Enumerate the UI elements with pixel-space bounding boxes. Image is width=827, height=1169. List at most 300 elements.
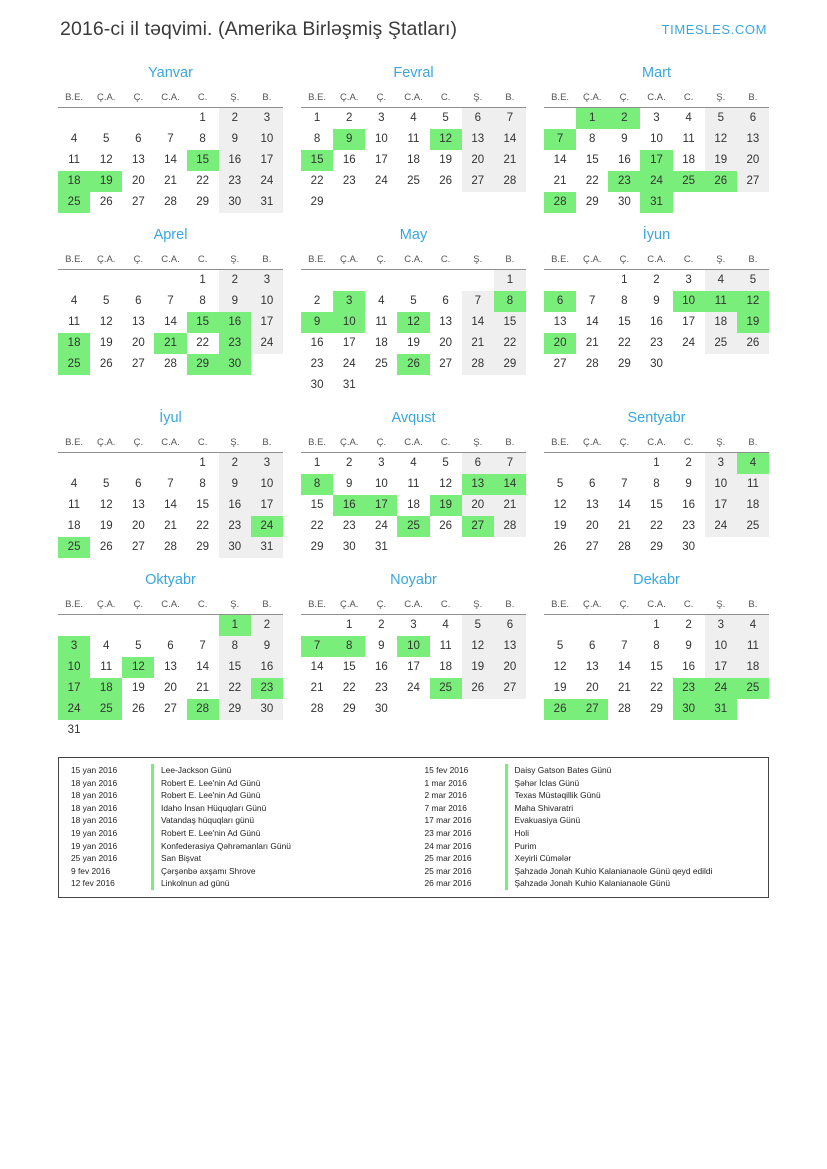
day-cell xyxy=(737,516,769,537)
week-row xyxy=(58,270,283,292)
day-cell xyxy=(333,150,365,171)
day-number: 7 xyxy=(494,108,526,129)
day-cell-empty xyxy=(219,720,251,741)
day-cell xyxy=(333,615,365,637)
day-number: 25 xyxy=(58,354,90,375)
weekday-header: Ş. xyxy=(219,90,251,108)
day-cell xyxy=(673,333,705,354)
day-number: 25 xyxy=(407,175,420,187)
day-cell xyxy=(58,537,90,558)
day-number: 3 xyxy=(653,112,660,124)
day-cell xyxy=(154,474,186,495)
week-row xyxy=(58,516,283,537)
day-cell xyxy=(494,312,526,333)
day-cell xyxy=(219,291,251,312)
day-cell xyxy=(544,474,576,495)
day-number: 6 xyxy=(544,291,576,312)
weekday-header: Ç. xyxy=(122,435,154,453)
weekday-header: Ç.A. xyxy=(90,597,122,615)
weekday-header: C. xyxy=(430,597,462,615)
day-number: 23 xyxy=(342,520,356,532)
day-cell xyxy=(737,474,769,495)
week-row xyxy=(301,171,526,192)
day-cell xyxy=(737,129,769,150)
day-cell xyxy=(640,495,672,516)
day-number: 30 xyxy=(342,541,356,553)
week-row xyxy=(58,108,283,130)
day-cell xyxy=(397,354,429,375)
day-cell-empty xyxy=(397,699,429,720)
day-cell xyxy=(705,657,737,678)
day-number: 26 xyxy=(99,541,113,553)
week-row xyxy=(544,474,769,495)
day-cell-empty xyxy=(122,720,154,741)
day-cell xyxy=(333,699,365,720)
week-row xyxy=(58,291,283,312)
holiday-row xyxy=(67,777,407,790)
day-number: 3 xyxy=(251,270,283,291)
day-number: 20 xyxy=(439,337,453,349)
week-row xyxy=(58,699,283,720)
weekday-header: Ş. xyxy=(705,597,737,615)
brand-label: TIMESLES.COM xyxy=(661,22,767,37)
months-grid xyxy=(0,41,827,741)
holiday-row xyxy=(421,764,761,777)
day-number: 23 xyxy=(608,171,640,192)
day-number: 31 xyxy=(342,379,356,391)
day-number: 22 xyxy=(585,175,599,187)
weekday-header: C. xyxy=(673,252,705,270)
day-number: 18 xyxy=(682,154,696,166)
day-cell xyxy=(544,150,576,171)
day-cell xyxy=(737,291,769,312)
day-number: 4 xyxy=(685,112,692,124)
weekday-header: Ş. xyxy=(462,597,494,615)
month-table xyxy=(58,597,283,741)
weekday-header: Ç. xyxy=(365,597,397,615)
day-cell xyxy=(219,636,251,657)
day-cell xyxy=(301,192,333,213)
day-cell xyxy=(737,171,769,192)
day-cell xyxy=(251,678,283,699)
day-number: 29 xyxy=(310,196,324,208)
week-row xyxy=(544,453,769,475)
holiday-name: Linkolnun ad günü xyxy=(161,878,230,889)
holiday-row xyxy=(421,827,761,840)
day-cell xyxy=(301,516,333,537)
day-number: 13 xyxy=(462,129,494,150)
weekday-header: C. xyxy=(673,90,705,108)
month-table xyxy=(301,90,526,213)
day-number: 25 xyxy=(430,678,462,699)
weekday-header: C. xyxy=(187,90,219,108)
day-number: 14 xyxy=(553,154,567,166)
day-number: 6 xyxy=(462,453,494,474)
day-number: 5 xyxy=(556,640,564,652)
day-cell xyxy=(154,150,186,171)
day-cell xyxy=(365,333,397,354)
weekday-header: B. xyxy=(251,435,283,453)
day-cell xyxy=(122,150,154,171)
month-block xyxy=(544,396,769,558)
day-number: 18 xyxy=(58,333,90,354)
day-cell xyxy=(397,657,429,678)
day-cell-empty xyxy=(58,270,90,292)
day-cell xyxy=(640,615,672,637)
day-cell xyxy=(462,108,494,130)
day-number: 3 xyxy=(705,615,737,636)
day-cell xyxy=(187,333,219,354)
day-number: 22 xyxy=(196,520,210,532)
day-cell xyxy=(365,171,397,192)
day-cell xyxy=(90,171,122,192)
weekday-header: C.A. xyxy=(154,90,186,108)
day-cell-empty xyxy=(251,720,283,741)
day-cell xyxy=(122,699,154,720)
day-number: 28 xyxy=(585,358,599,370)
weekday-header: C.A. xyxy=(397,252,429,270)
weekday-header: C.A. xyxy=(154,597,186,615)
day-number: 20 xyxy=(544,333,576,354)
weekday-header: C. xyxy=(187,597,219,615)
day-number: 26 xyxy=(737,333,769,354)
day-cell xyxy=(365,312,397,333)
day-cell xyxy=(365,129,397,150)
day-number: 21 xyxy=(617,682,631,694)
holiday-row xyxy=(67,802,407,815)
day-number: 20 xyxy=(585,682,599,694)
day-cell xyxy=(640,312,672,333)
day-cell xyxy=(576,150,608,171)
day-number: 6 xyxy=(135,133,142,145)
day-number: 28 xyxy=(617,541,631,553)
day-number: 25 xyxy=(374,358,388,370)
holiday-date: 25 mar 2016 xyxy=(424,853,472,864)
day-cell xyxy=(365,657,397,678)
day-number: 16 xyxy=(219,150,251,171)
day-cell xyxy=(154,699,186,720)
day-number: 11 xyxy=(705,291,737,312)
weekday-header: Ş. xyxy=(462,90,494,108)
day-number: 23 xyxy=(310,358,324,370)
holiday-row xyxy=(67,852,407,865)
day-cell xyxy=(187,678,219,699)
week-row xyxy=(544,354,769,375)
week-row xyxy=(301,453,526,475)
day-number: 19 xyxy=(462,657,494,678)
day-number: 12 xyxy=(397,312,429,333)
day-number: 26 xyxy=(99,358,113,370)
day-cell xyxy=(301,699,333,720)
day-cell xyxy=(494,657,526,678)
day-cell-empty xyxy=(494,699,526,720)
holiday-color-bar xyxy=(151,827,154,840)
holiday-date: 25 yan 2016 xyxy=(71,853,118,864)
holiday-date: 18 yan 2016 xyxy=(71,802,118,813)
day-number: 21 xyxy=(494,495,526,516)
day-number: 25 xyxy=(90,699,122,720)
day-number: 19 xyxy=(439,154,453,166)
day-number: 7 xyxy=(199,640,206,652)
weekday-header: C. xyxy=(187,252,219,270)
day-cell xyxy=(576,516,608,537)
month-name: Oktyabr xyxy=(145,572,196,588)
month-table xyxy=(58,90,283,213)
month-table xyxy=(301,435,526,558)
day-cell xyxy=(58,150,90,171)
week-row xyxy=(58,192,283,213)
weekday-header: C.A. xyxy=(640,252,672,270)
week-row xyxy=(301,615,526,637)
day-number: 10 xyxy=(705,636,737,657)
day-number: 29 xyxy=(617,358,631,370)
month-name: Dekabr xyxy=(633,572,680,588)
month-block xyxy=(58,51,283,213)
day-cell xyxy=(608,699,640,720)
day-cell xyxy=(219,108,251,130)
day-number: 1 xyxy=(313,112,321,124)
day-cell xyxy=(301,375,333,396)
holiday-name: Şəhər İclas Günü xyxy=(514,777,580,788)
day-number: 24 xyxy=(58,699,90,720)
day-cell xyxy=(187,699,219,720)
day-cell xyxy=(673,270,705,292)
day-number: 14 xyxy=(494,129,526,150)
day-number: 9 xyxy=(219,291,251,312)
day-number: 17 xyxy=(705,495,737,516)
weekday-header: C. xyxy=(430,252,462,270)
day-cell xyxy=(219,129,251,150)
weekday-header: Ş. xyxy=(462,435,494,453)
day-cell xyxy=(301,291,333,312)
day-cell-empty xyxy=(333,270,365,292)
day-cell xyxy=(494,636,526,657)
day-cell xyxy=(58,129,90,150)
day-number: 31 xyxy=(251,537,283,558)
holiday-color-bar xyxy=(151,840,154,853)
day-number: 10 xyxy=(333,312,365,333)
weekday-header: B.E. xyxy=(58,597,90,615)
day-number: 27 xyxy=(131,196,145,208)
day-cell xyxy=(576,108,608,130)
day-cell-empty xyxy=(673,354,705,375)
day-number: 21 xyxy=(196,682,210,694)
day-cell xyxy=(219,192,251,213)
day-number: 28 xyxy=(187,699,219,720)
day-cell xyxy=(430,129,462,150)
day-number: 24 xyxy=(251,516,283,537)
holiday-name: Purim xyxy=(514,840,537,851)
day-number: 11 xyxy=(68,316,81,328)
day-cell-empty xyxy=(462,537,494,558)
day-number: 3 xyxy=(378,457,385,469)
day-cell xyxy=(251,636,283,657)
weekday-header: Ç. xyxy=(608,252,640,270)
day-number: 5 xyxy=(103,133,110,145)
day-cell xyxy=(640,291,672,312)
month-block xyxy=(544,558,769,741)
day-cell xyxy=(187,108,219,130)
day-cell-empty xyxy=(737,192,769,213)
day-cell xyxy=(544,699,576,720)
day-cell-empty xyxy=(705,354,737,375)
day-cell xyxy=(365,291,397,312)
day-cell-empty xyxy=(90,720,122,741)
day-number: 26 xyxy=(544,699,576,720)
day-cell xyxy=(494,678,526,699)
day-number: 6 xyxy=(494,615,526,636)
day-number: 8 xyxy=(313,133,321,145)
day-cell xyxy=(737,312,769,333)
day-cell xyxy=(576,537,608,558)
day-number: 20 xyxy=(462,495,494,516)
day-cell xyxy=(251,474,283,495)
day-number: 17 xyxy=(251,495,283,516)
day-number: 12 xyxy=(462,636,494,657)
day-cell xyxy=(608,516,640,537)
day-cell xyxy=(122,291,154,312)
day-cell xyxy=(494,333,526,354)
holiday-column-right xyxy=(421,764,761,890)
day-number: 5 xyxy=(103,478,110,490)
day-number: 26 xyxy=(705,171,737,192)
holiday-name: Şahzadə Jonah Kuhio Kalanianaole Günü xyxy=(514,878,671,889)
day-cell xyxy=(494,171,526,192)
holiday-date: 15 fev 2016 xyxy=(424,765,469,775)
day-cell xyxy=(608,270,640,292)
day-cell xyxy=(58,720,90,741)
day-number: 27 xyxy=(737,171,769,192)
day-number: 19 xyxy=(553,682,567,694)
week-row xyxy=(544,171,769,192)
day-number: 7 xyxy=(544,129,576,150)
day-number: 2 xyxy=(378,619,385,631)
day-cell-empty xyxy=(430,537,462,558)
day-cell xyxy=(333,453,365,475)
day-cell-empty xyxy=(365,375,397,396)
day-number: 30 xyxy=(310,379,324,391)
day-number: 12 xyxy=(553,661,567,673)
holiday-name: Evakuasiya Günü xyxy=(514,815,581,826)
day-cell-empty xyxy=(737,354,769,375)
day-cell xyxy=(737,333,769,354)
day-cell-empty xyxy=(576,453,608,475)
day-number: 12 xyxy=(705,129,737,150)
week-row xyxy=(58,354,283,375)
day-cell-empty xyxy=(397,537,429,558)
day-cell-empty xyxy=(608,453,640,475)
day-number: 25 xyxy=(673,171,705,192)
month-name: Yanvar xyxy=(148,65,193,81)
day-cell xyxy=(333,375,365,396)
day-cell xyxy=(154,312,186,333)
day-cell xyxy=(187,150,219,171)
week-row xyxy=(301,333,526,354)
weekday-header: B.E. xyxy=(301,435,333,453)
week-row xyxy=(544,657,769,678)
day-number: 2 xyxy=(685,457,692,469)
day-cell xyxy=(576,312,608,333)
day-number: 30 xyxy=(219,537,251,558)
holiday-name: Idaho İnsan Hüquqları Günü xyxy=(161,802,267,813)
day-cell xyxy=(544,192,576,213)
weekday-header: C.A. xyxy=(154,435,186,453)
day-number: 26 xyxy=(553,541,567,553)
day-cell xyxy=(705,615,737,637)
day-cell xyxy=(122,129,154,150)
weekday-header: B.E. xyxy=(301,597,333,615)
day-number: 11 xyxy=(737,474,769,495)
day-cell xyxy=(397,516,429,537)
day-number: 6 xyxy=(135,478,142,490)
day-cell-empty xyxy=(494,537,526,558)
day-cell xyxy=(187,537,219,558)
day-number: 5 xyxy=(556,478,564,490)
day-cell xyxy=(251,657,283,678)
day-cell xyxy=(365,453,397,475)
day-cell-empty xyxy=(462,699,494,720)
day-cell-empty xyxy=(544,270,576,292)
day-cell-empty xyxy=(397,270,429,292)
weekday-header: B. xyxy=(251,597,283,615)
day-number: 17 xyxy=(58,678,90,699)
day-number: 25 xyxy=(397,516,429,537)
day-number: 16 xyxy=(682,499,696,511)
day-number: 26 xyxy=(99,196,113,208)
day-cell xyxy=(462,474,494,495)
day-number: 12 xyxy=(737,291,769,312)
day-number: 17 xyxy=(374,154,388,166)
day-number: 9 xyxy=(301,312,333,333)
holiday-color-bar xyxy=(505,777,508,790)
day-number: 18 xyxy=(67,520,81,532)
day-number: 7 xyxy=(462,291,494,312)
week-row xyxy=(544,615,769,637)
day-cell xyxy=(430,333,462,354)
week-row xyxy=(544,516,769,537)
day-number: 9 xyxy=(621,133,628,145)
day-cell xyxy=(365,615,397,637)
day-number: 3 xyxy=(251,453,283,474)
day-cell xyxy=(90,312,122,333)
day-cell xyxy=(430,150,462,171)
month-block xyxy=(544,213,769,396)
day-number: 16 xyxy=(251,657,283,678)
day-number: 18 xyxy=(737,657,769,678)
day-number: 7 xyxy=(494,453,526,474)
day-cell xyxy=(122,516,154,537)
holiday-color-bar xyxy=(151,877,154,890)
day-cell xyxy=(90,291,122,312)
holiday-color-bar xyxy=(505,852,508,865)
day-number: 2 xyxy=(313,295,321,307)
day-cell xyxy=(430,615,462,637)
month-table xyxy=(544,597,769,720)
day-number: 4 xyxy=(737,453,769,474)
day-cell xyxy=(608,171,640,192)
day-number: 16 xyxy=(219,495,251,516)
day-cell xyxy=(365,150,397,171)
day-number: 10 xyxy=(374,133,388,145)
day-cell-empty xyxy=(333,192,365,213)
week-row xyxy=(544,333,769,354)
weekday-header: Ç.A. xyxy=(576,252,608,270)
day-cell xyxy=(705,333,737,354)
day-cell xyxy=(122,474,154,495)
day-number: 23 xyxy=(251,678,283,699)
day-cell xyxy=(673,474,705,495)
week-row xyxy=(544,129,769,150)
